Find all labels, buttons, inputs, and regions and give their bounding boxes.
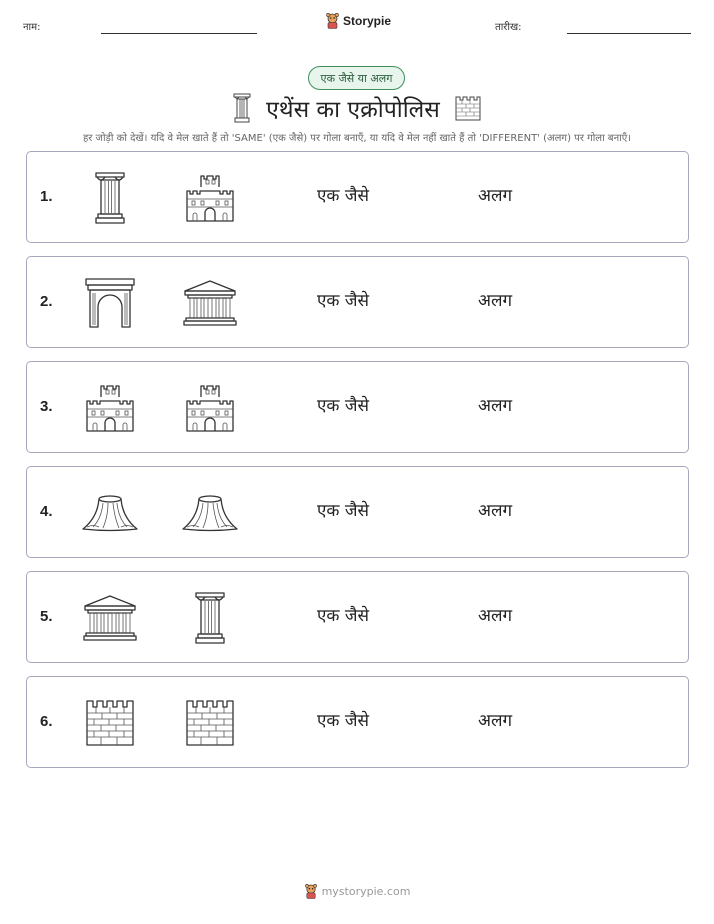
option-different[interactable]: अलग [478,186,513,206]
name-line[interactable] [101,33,257,34]
brand-logo [325,13,391,29]
title-row [0,92,714,124]
column-icon [181,591,239,645]
option-different[interactable]: अलग [478,501,513,521]
footer [0,884,714,899]
instructions: हर जोड़ी को देखें। यदि वे मेल खाते हैं तो 'SAME' (एक जैसे) पर गोला बनाएँ, या यदि वे मेल नहीं खाते हैं तो 'DIFFERENT' (अलग) पर गोला बनाएँ। [82,133,632,144]
question-number: 5. [40,608,53,625]
brand-name: Storypie [343,14,392,28]
option-different[interactable]: अलग [478,606,513,626]
storypie-mascot-icon [325,13,340,29]
option-different[interactable]: अलग [478,711,513,731]
option-same[interactable]: एक जैसे [317,186,369,206]
castle-icon [81,381,139,435]
date-line[interactable] [567,33,691,34]
rock-hill-icon [181,486,239,540]
column-icon [81,171,139,225]
stone-tower-icon [454,95,482,121]
column-icon [232,93,252,123]
name-label: नाम: [23,22,41,33]
question-row-4 [26,466,689,558]
question-row-5 [26,571,689,663]
option-same[interactable]: एक जैसे [317,606,369,626]
option-different[interactable]: अलग [478,291,513,311]
page-title: एथेंस का एक्रोपोलिस [266,97,440,123]
question-row-3 [26,361,689,453]
worksheet-type-badge: एक जैसे या अलग [308,66,405,90]
storypie-mascot-icon [304,884,318,899]
option-same[interactable]: एक जैसे [317,711,369,731]
footer-url[interactable]: mystorypie.com [321,885,411,898]
castle-icon [181,171,239,225]
rock-hill-icon [81,486,139,540]
option-same[interactable]: एक जैसे [317,396,369,416]
question-row-6 [26,676,689,768]
castle-icon [181,381,239,435]
temple-icon [81,591,139,645]
option-different[interactable]: अलग [478,396,513,416]
stone-tower-icon [181,696,239,750]
stone-tower-icon [81,696,139,750]
arch-icon [81,276,139,330]
question-number: 6. [40,713,53,730]
question-number: 4. [40,503,53,520]
question-number: 2. [40,293,53,310]
temple-icon [181,276,239,330]
question-number: 3. [40,398,53,415]
option-same[interactable]: एक जैसे [317,501,369,521]
question-row-1 [26,151,689,243]
question-number: 1. [40,188,53,205]
date-label: तारीख: [495,22,522,33]
question-row-2 [26,256,689,348]
option-same[interactable]: एक जैसे [317,291,369,311]
